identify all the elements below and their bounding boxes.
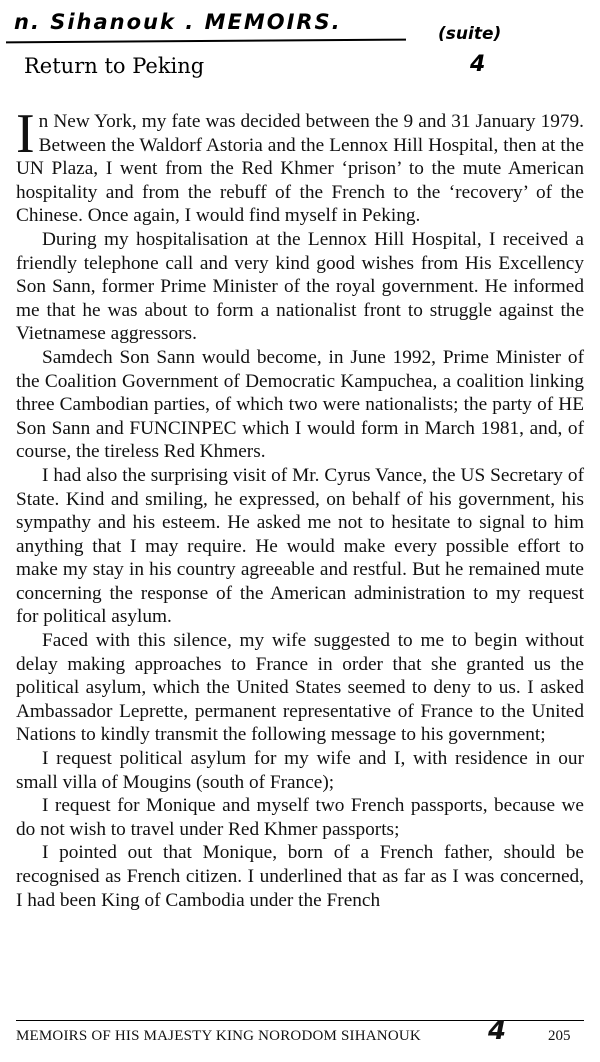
paragraph-5: Faced with this silence, my wife suggested to me to begin without delay making approaches to France in order that she granted us the political asylum, which the United States seemed to deny to us. I asked Ambassador Leprette, permanent representative of France to the United Nations to kindly transmit the following message to his government; [16,630,584,746]
article-body [16,103,584,912]
paragraph-6: I request political asylum for my wife and I, with residence in our small villa of Mougins (south of France); [16,748,584,793]
drop-cap: I [16,103,35,165]
page-number: 205 [548,1028,571,1044]
handwritten-suite: (suite) [438,24,502,44]
paragraph-7: I request for Monique and myself two French passports, because we do not wish to travel under Red Khmer passports; [16,795,584,840]
handwritten-title: n. Sihanouk . MEMOIRS. [14,10,342,34]
paragraph-3: Samdech Son Sann would become, in June 1992, Prime Minister of the Coalition Government of Democratic Kampuchea, a coalition linking three Cambodian parties, of which two were nationalists; the party of HE Son Sann and FUNCINPEC which I would form in March 1981, and, of course, the tireless Red Khmers. [16,346,584,463]
paragraph-2: During my hospitalisation at the Lennox Hill Hospital, I received a friendly telephone call and very kind good wishes from His Excellency Son Sann, former Prime Minister of the royal government. He informed me that he was about to form a nationalist front to struggle against the Vietnamese aggressors. [16,228,584,345]
running-title: MEMOIRS OF HIS MAJESTY KING NORODOM SIHANOUK [16,1028,421,1044]
paragraph-1 [16,103,584,228]
paragraph-8: I pointed out that Monique, born of a French father, should be recognised as French citizen. I underlined that as far as I was concerned, I had been King of Cambodia under the French [16,842,584,911]
title-underline [6,39,406,44]
footer-handwritten-mark: 4 [488,1016,507,1046]
handwritten-page-mark: 4 [470,52,486,77]
handwritten-subtitle: Return to Peking [24,54,205,78]
paragraph-4: I had also the surprising visit of Mr. Cyrus Vance, the US Secretary of State. Kind and smiling, he expressed, on behalf of his government, his sympathy and his esteem. He asked me not to hesitate to signal to him anything that I may require. He would make every possible effort to make my stay in his country agreeable and restful. But he remained mute concerning the response of the American administration to my request for political asylum. [16,464,584,628]
paragraph-1-text: n New York, my fate was decided between the 9 and 31 January 1979. Between the Waldorf Astoria and the Lennox Hill Hospital, then at the UN Plaza, I went from the Red Khmer ‘prison’ to the mute American hospitality and from the rebuff of the French to the ‘recovery’ of the Chinese. Once again, I would find myself in Peking. [16,111,584,227]
